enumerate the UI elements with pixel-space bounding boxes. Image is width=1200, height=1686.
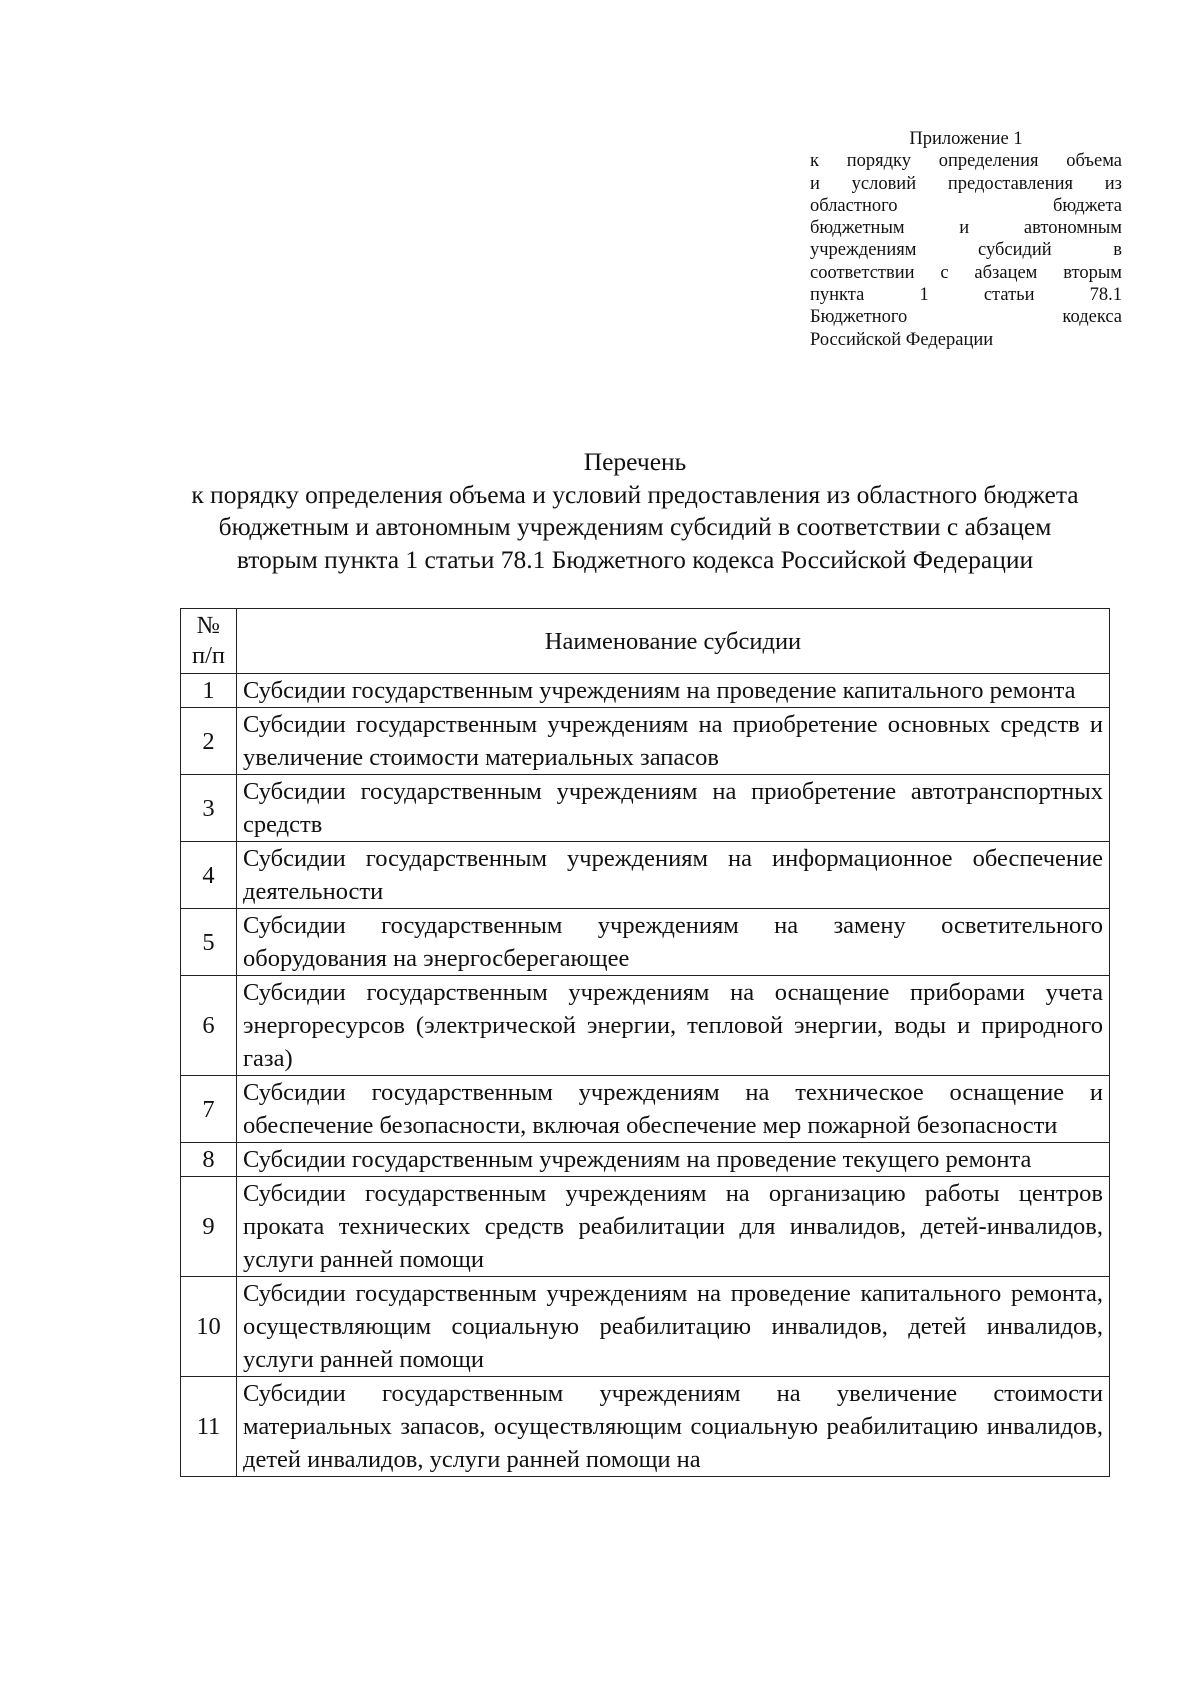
row-number: 11	[181, 1377, 237, 1477]
row-name: Субсидии государственным учреждениям на проведение капитального ремонта	[237, 674, 1110, 708]
appendix-line: бюджетным и автономным	[810, 218, 1122, 239]
row-name: Субсидии государственным учреждениям на информационное обеспечение деятельности	[237, 842, 1110, 909]
appendix-line: Бюджетного кодекса	[810, 307, 1122, 328]
row-number: 1	[181, 674, 237, 708]
row-number: 10	[181, 1277, 237, 1377]
table-row	[181, 708, 1110, 775]
row-number: 5	[181, 909, 237, 976]
appendix-line: Российской Федерации	[810, 329, 994, 350]
table-header-row	[181, 609, 1110, 674]
table-row	[181, 1377, 1110, 1477]
appendix-line: пункта 1 статьи 78.1	[810, 285, 1122, 306]
appendix-title: Приложение 1	[909, 129, 1023, 149]
appendix-line: областного бюджета	[810, 195, 1122, 216]
appendix-block	[810, 128, 1122, 351]
row-name: Субсидии государственным учреждениям на проведение капитального ремонта, осуществляющим социальную реабилитацию инвалидов, детей инвалидов, услуги ранней помощи	[237, 1277, 1110, 1377]
table-row	[181, 775, 1110, 842]
document-heading	[180, 446, 1090, 576]
table-row	[181, 674, 1110, 708]
appendix-line: к порядку определения объема	[810, 151, 1122, 172]
column-header-number-sign: №	[196, 612, 221, 639]
document-title: Перечень	[583, 447, 687, 476]
row-name: Субсидии государственным учреждениям на проведение текущего ремонта	[237, 1143, 1110, 1177]
table-row	[181, 1143, 1110, 1177]
column-header-number-abbr: п/п	[191, 642, 226, 669]
row-name: Субсидии государственным учреждениям на замену осветительного оборудования на энергосберегающее	[237, 909, 1110, 976]
row-name: Субсидии государственным учреждениям на оснащение приборами учета энергоресурсов (электрической энергии, тепловой энергии, воды и природного газа)	[237, 976, 1110, 1076]
table-row	[181, 909, 1110, 976]
column-header-number	[181, 609, 237, 674]
table-row	[181, 1076, 1110, 1143]
row-name: Субсидии государственным учреждениям на организацию работы центров проката технических средств реабилитации для инвалидов, детей-инвалидов, услуги ранней помощи	[237, 1177, 1110, 1277]
row-number: 2	[181, 708, 237, 775]
row-number: 7	[181, 1076, 237, 1143]
appendix-line: соответствии с абзацем вторым	[810, 262, 1122, 283]
row-number: 8	[181, 1143, 237, 1177]
column-header-name: Наименование субсидии	[237, 609, 1110, 674]
table-row	[181, 976, 1110, 1076]
appendix-line: учреждениям субсидий в	[810, 240, 1122, 261]
row-number: 6	[181, 976, 237, 1076]
row-number: 9	[181, 1177, 237, 1277]
table-row	[181, 1277, 1110, 1377]
row-name: Субсидии государственным учреждениям на приобретение автотранспортных средств	[237, 775, 1110, 842]
row-name: Субсидии государственным учреждениям на увеличение стоимости материальных запасов, осуществляющим социальную реабилитацию инвалидов, детей инвалидов, услуги ранней помощи на	[237, 1377, 1110, 1477]
table-row	[181, 842, 1110, 909]
appendix-line: и условий предоставления из	[810, 173, 1122, 194]
row-number: 3	[181, 775, 237, 842]
row-name: Субсидии государственным учреждениям на приобретение основных средств и увеличение стоимости материальных запасов	[237, 708, 1110, 775]
subsidy-table	[180, 608, 1110, 1477]
document-subtitle: к порядку определения объема и условий предоставления из областного бюджета бюджетным и автономным учреждениям субсидий в соответствии с абзацем вторым пункта 1 статьи 78.1 Бюджетного кодекса Российской Федерации	[191, 479, 1079, 574]
row-number: 4	[181, 842, 237, 909]
table-row	[181, 1177, 1110, 1277]
row-name: Субсидии государственным учреждениям на техническое оснащение и обеспечение безопасности, включая обеспечение мер пожарной безопасности	[237, 1076, 1110, 1143]
